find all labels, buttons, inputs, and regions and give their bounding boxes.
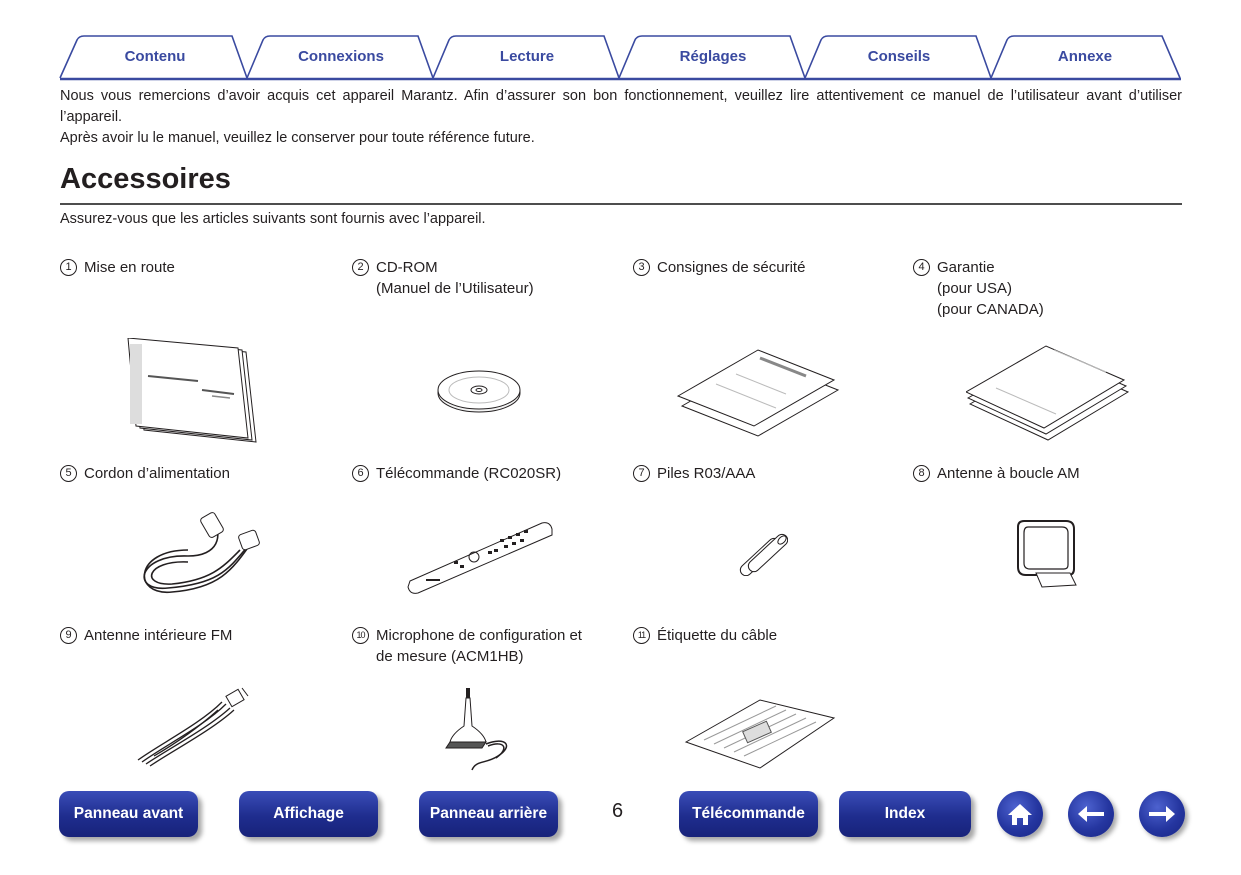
forward-arrow-icon [1147,803,1177,825]
item-number: 4 [913,259,930,276]
tab-reglages[interactable]: Réglages [679,47,747,65]
booklet-icon [126,338,262,448]
home-icon [1006,801,1034,827]
item-number: 3 [633,259,650,276]
item-label: Antenne à boucle AM [937,465,1080,482]
accessory-item [60,625,330,646]
section-title: Accessoires [60,163,231,195]
nav-index-button[interactable]: Index [839,791,971,837]
item-label: Mise en route [84,259,175,276]
item-label: Consignes de sécurité [657,259,806,276]
tab-annexe[interactable]: Annexe [1057,47,1113,65]
item-number: 9 [60,627,77,644]
page-number: 6 [612,800,624,822]
batteries-icon [736,532,788,576]
accessory-item [352,625,622,667]
intro-paragraph: Nous vous remercions d’avoir acquis cet appareil Marantz. Afin d’assurer son bon fonctionnement, veuillez lire attentivement ce manuel de l’utilisateur avant d’utiliser l’appareil. [60,88,1182,125]
fm-antenna-icon [134,686,254,768]
accessory-item [633,625,903,646]
nav-panneau-avant-button[interactable]: Panneau avant [59,791,198,837]
item-number: 2 [352,259,369,276]
item-number: 8 [913,465,930,482]
item-label: Garantie [937,259,995,276]
warranty-sheets-icon [966,344,1132,446]
accessory-item [913,257,1183,320]
item-number: 7 [633,465,650,482]
item-label: (pour USA) [937,280,1013,297]
accessory-item [633,257,903,278]
item-label: Antenne intérieure FM [84,627,233,644]
remote-control-icon [404,515,554,597]
section-divider [60,203,1182,205]
item-label: Piles R03/AAA [657,465,756,482]
item-label: Microphone de configuration et [376,627,582,644]
back-arrow-icon [1076,803,1106,825]
tab-contenu[interactable]: Contenu [124,47,186,65]
item-label: (pour CANADA) [937,301,1044,318]
item-number: 1 [60,259,77,276]
section-subtitle: Assurez-vous que les articles suivants sont fournis avec l’appareil. [60,211,486,227]
item-label: (Manuel de l’Utilisateur) [376,280,534,297]
nav-affichage-button[interactable]: Affichage [239,791,378,837]
accessory-item [913,463,1183,484]
item-label: Télécommande (RC020SR) [376,465,562,482]
tab-conseils[interactable]: Conseils [867,47,931,65]
accessory-item [60,463,330,484]
home-button[interactable] [997,791,1043,837]
accessory-item [633,463,903,484]
nav-telecommande-button[interactable]: Télécommande [679,791,818,837]
am-loop-antenna-icon [1010,517,1082,591]
tab-lecture[interactable]: Lecture [499,47,555,65]
accessory-item [352,463,622,484]
microphone-icon [442,686,518,774]
cd-rom-icon [436,370,522,414]
tab-connexions[interactable]: Connexions [298,47,384,65]
item-label: CD-ROM [376,259,438,276]
back-button[interactable] [1068,791,1114,837]
accessory-item [60,257,330,278]
item-number: 6 [352,465,369,482]
power-cord-icon [128,510,264,594]
cable-label-icon [684,694,836,774]
item-label: Étiquette du câble [657,627,778,644]
item-number: 11 [633,627,650,644]
safety-sheets-icon [676,348,842,442]
intro-text [60,86,1182,149]
item-label: Cordon d’alimentation [84,465,230,482]
intro-paragraph: Après avoir lu le manuel, veuillez le conserver pour toute référence future. [60,130,535,146]
item-number: 5 [60,465,77,482]
item-number: 10 [352,627,369,644]
item-label: de mesure (ACM1HB) [376,648,524,665]
top-tab-bar [0,0,1241,82]
forward-button[interactable] [1139,791,1185,837]
nav-panneau-arriere-button[interactable]: Panneau arrière [419,791,558,837]
accessory-item [352,257,622,299]
